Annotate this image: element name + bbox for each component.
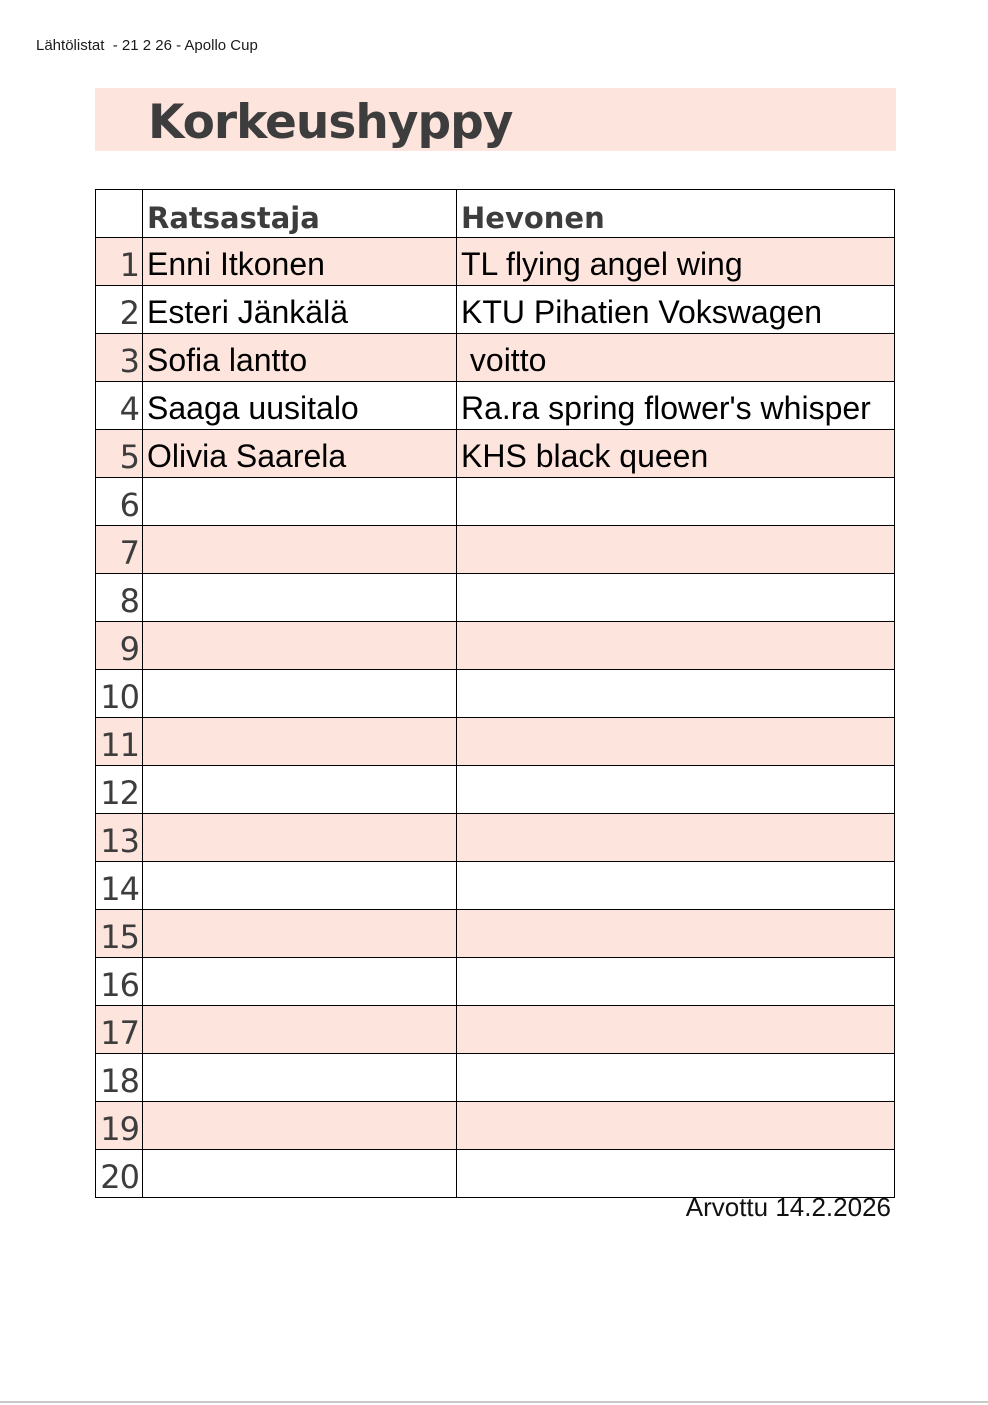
horse-cell xyxy=(457,718,895,766)
start-number-cell: 2 xyxy=(96,286,143,334)
page-title: Korkeushyppy xyxy=(148,95,513,150)
start-number-cell: 15 xyxy=(96,910,143,958)
rider-cell xyxy=(143,478,457,526)
start-number-cell: 18 xyxy=(96,1054,143,1102)
table-row xyxy=(96,526,895,574)
rider-cell: Saaga uusitalo xyxy=(143,382,457,430)
start-list-table xyxy=(95,189,895,1198)
horse-cell xyxy=(457,862,895,910)
horse-cell xyxy=(457,1006,895,1054)
table-row xyxy=(96,430,895,478)
table-body xyxy=(96,238,895,1198)
rider-cell xyxy=(143,574,457,622)
horse-cell xyxy=(457,1150,895,1198)
table-row xyxy=(96,1006,895,1054)
start-number-cell: 11 xyxy=(96,718,143,766)
table-row xyxy=(96,478,895,526)
table-row xyxy=(96,334,895,382)
start-number-cell: 14 xyxy=(96,862,143,910)
table-row xyxy=(96,814,895,862)
horse-cell xyxy=(457,910,895,958)
rider-cell xyxy=(143,526,457,574)
horse-cell: KTU Pihatien Vokswagen xyxy=(457,286,895,334)
table-row xyxy=(96,718,895,766)
table-row xyxy=(96,382,895,430)
rider-cell: Sofia lantto xyxy=(143,334,457,382)
horse-cell xyxy=(457,814,895,862)
start-number-cell: 17 xyxy=(96,1006,143,1054)
table-row xyxy=(96,910,895,958)
horse-cell xyxy=(457,574,895,622)
start-number-cell: 9 xyxy=(96,622,143,670)
start-number-cell: 20 xyxy=(96,1150,143,1198)
rider-cell xyxy=(143,718,457,766)
horse-cell xyxy=(457,958,895,1006)
table-row xyxy=(96,286,895,334)
horse-cell: Ra.ra spring flower's whisper xyxy=(457,382,895,430)
rider-cell xyxy=(143,1102,457,1150)
start-number-cell: 12 xyxy=(96,766,143,814)
horse-cell: TL flying angel wing xyxy=(457,238,895,286)
rider-cell: Enni Itkonen xyxy=(143,238,457,286)
horse-cell xyxy=(457,622,895,670)
rider-cell xyxy=(143,766,457,814)
horse-cell xyxy=(457,478,895,526)
table-row xyxy=(96,1102,895,1150)
rider-cell xyxy=(143,622,457,670)
start-number-cell: 7 xyxy=(96,526,143,574)
column-header-rider: Ratsastaja xyxy=(143,190,457,238)
start-number-cell: 1 xyxy=(96,238,143,286)
start-number-cell: 3 xyxy=(96,334,143,382)
rider-cell xyxy=(143,670,457,718)
page-header: Lähtölistat - 21 2 26 - Apollo Cup xyxy=(36,37,258,54)
column-header-number xyxy=(96,190,143,238)
table-row xyxy=(96,238,895,286)
horse-cell xyxy=(457,1054,895,1102)
rider-cell xyxy=(143,862,457,910)
start-number-cell: 4 xyxy=(96,382,143,430)
horse-cell xyxy=(457,766,895,814)
table-row xyxy=(96,1150,895,1198)
horse-cell xyxy=(457,1102,895,1150)
table-row xyxy=(96,622,895,670)
table-row xyxy=(96,766,895,814)
rider-cell xyxy=(143,1054,457,1102)
horse-cell xyxy=(457,526,895,574)
start-number-cell: 13 xyxy=(96,814,143,862)
rider-cell xyxy=(143,910,457,958)
page-bottom-divider xyxy=(0,1401,988,1403)
start-number-cell: 16 xyxy=(96,958,143,1006)
start-number-cell: 19 xyxy=(96,1102,143,1150)
start-number-cell: 10 xyxy=(96,670,143,718)
rider-cell: Olivia Saarela xyxy=(143,430,457,478)
rider-cell xyxy=(143,958,457,1006)
table-row xyxy=(96,1054,895,1102)
rider-cell xyxy=(143,814,457,862)
table-row xyxy=(96,670,895,718)
table-row xyxy=(96,574,895,622)
table-row xyxy=(96,958,895,1006)
start-number-cell: 6 xyxy=(96,478,143,526)
rider-cell: Esteri Jänkälä xyxy=(143,286,457,334)
rider-cell xyxy=(143,1006,457,1054)
rider-cell xyxy=(143,1150,457,1198)
column-header-horse: Hevonen xyxy=(457,190,895,238)
start-number-cell: 8 xyxy=(96,574,143,622)
table-row xyxy=(96,862,895,910)
horse-cell xyxy=(457,670,895,718)
horse-cell: KHS black queen xyxy=(457,430,895,478)
table-header-row xyxy=(96,190,895,238)
draw-date-note: Arvottu 14.2.2026 xyxy=(685,1192,891,1222)
horse-cell: voitto xyxy=(457,334,895,382)
title-band xyxy=(95,88,896,151)
start-number-cell: 5 xyxy=(96,430,143,478)
